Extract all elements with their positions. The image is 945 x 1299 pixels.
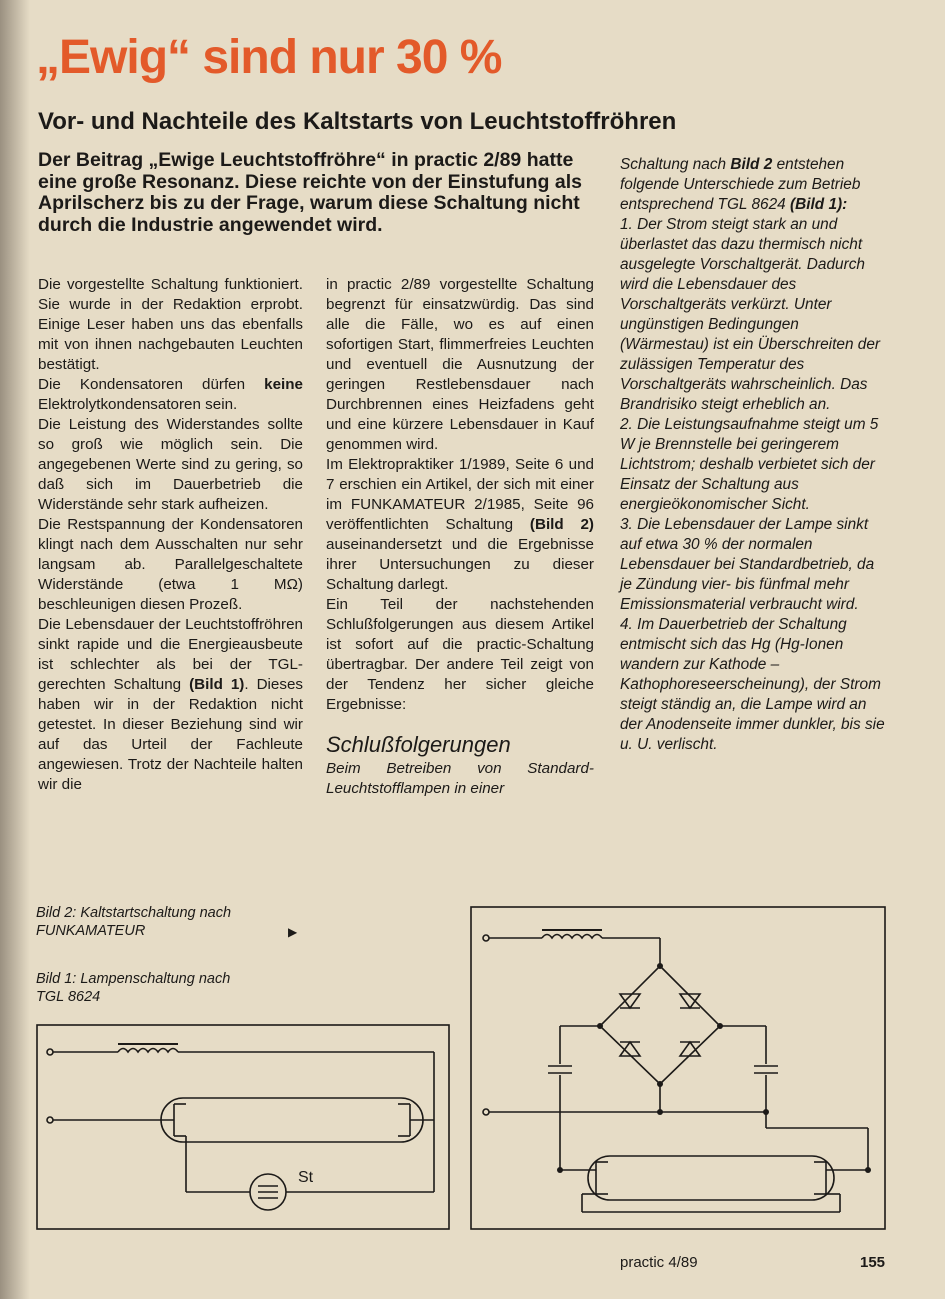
caption-line: Bild 2: Kaltstartschaltung nach — [36, 905, 232, 921]
junction-dot — [657, 1081, 663, 1087]
figure-1-circuit — [36, 1024, 450, 1230]
section-heading: Schlußfolgerungen — [326, 732, 511, 757]
paragraph: Die vorgestellte Schaltung funktioniert. Sie wurde in der Redaktion erprobt. Einige Leser haben uns das ebenfalls mit von ihnen nachgebauten Leuchten bestätigt. — [38, 276, 303, 373]
paragraph — [38, 615, 303, 795]
paragraph: 4. Im Dauerbetrieb der Schaltung entmischt sich das Hg (Hg-Ionen wandern zur Kathode – Kathophoreseerscheinung), der Strom steigt ständig an, die Lampe wird an der Anodenseite immer dunkler, bis sie u. U. verlischt. — [620, 616, 885, 753]
junction-dot — [657, 963, 663, 969]
figure-2-circuit — [470, 906, 886, 1230]
fluorescent-tube — [161, 1098, 423, 1142]
text: Im Elektropraktiker 1/1989, Seite 6 und 7 erschien ein Artikel, der sich mit einer im FUNKAMATEUR 2/1985, Seite 96 veröffentlichten Schaltung — [326, 456, 594, 533]
paragraph: Beim Betreiben von Standard-Leuchtstofflampen in einer — [326, 760, 594, 797]
fluorescent-tube — [588, 1156, 834, 1200]
figure-frame — [471, 907, 885, 1229]
article-subtitle: Vor- und Nachteile des Kaltstarts von Leuchtstoffröhren — [38, 108, 677, 135]
junction-dot — [865, 1167, 871, 1173]
footer-issue: practic 4/89 — [620, 1254, 698, 1271]
junction-dot — [717, 1023, 723, 1029]
text: Die Kondensatoren dürfen — [38, 376, 265, 393]
text: . Dieses haben wir in der Redaktion nicht getestet. In dieser Beziehung sind wir auf das Urteil der Fachleute angewiesen. Trotz der Nachteile halten wir die — [38, 676, 303, 793]
text: auseinandersetzt und die Ergebnisse ihrer Untersuchungen zu dieser Schaltung darlegt. — [326, 536, 594, 593]
paragraph: Die Leistung des Widerstandes sollte so groß wie möglich sein. Die angegebenen Werte sind zu gering, so daß sich im Dauerbetrieb die Widerstände sehr stark aufheizen. — [38, 416, 303, 513]
caption-line: Bild 1: Lampenschaltung nach — [36, 971, 231, 987]
junction-dot — [557, 1167, 563, 1173]
bold-text: (Bild 2) — [529, 516, 594, 533]
inductor-coil — [118, 1049, 178, 1053]
text: entstehen folgende Unterschiede zum Betrieb entsprechend TGL 8624 — [620, 156, 861, 213]
caption-line: TGL 8624 — [36, 989, 101, 1005]
inductor-coil — [542, 935, 602, 939]
paragraph: Die Restspannung der Kondensatoren klingt nach dem Ausschalten nur sehr langsam ab. Parallelgeschaltete Widerstände (etwa 1 MΩ) beschleunigen diesen Prozeß. — [38, 516, 303, 613]
text-column-3 — [620, 155, 888, 755]
page-edge-shadow — [0, 0, 30, 1299]
page-number: 155 — [860, 1254, 886, 1271]
figure-frame — [37, 1025, 449, 1229]
text: Die Lebensdauer der Leuchtstoffröhren sinkt rapide und die Energieausbeute ist schlechter als bei der TGL-gerechten Schaltung — [38, 616, 303, 693]
junction-dot — [763, 1109, 769, 1115]
paragraph: 3. Die Lebensdauer der Lampe sinkt auf etwa 30 % der normalen Lebensdauer bei Standardbetrieb, da je Zündung vier- bis fünfmal mehr Emissionsmaterial verbraucht wird. — [620, 516, 875, 613]
terminal — [483, 1109, 489, 1115]
paragraph: 2. Die Leistungsaufnahme steigt um 5 W je Brennstelle bei geringerem Lichtstrom; deshalb verbietet sich der Einsatz der Schaltung aus energieökonomischer Sicht. — [620, 416, 879, 513]
figure-1-caption — [36, 970, 296, 1006]
junction-dot — [657, 1109, 663, 1115]
article-title: „Ewig“ sind nur 30 % — [36, 31, 502, 84]
figure-2-caption — [36, 904, 296, 940]
bold-text: Bild 2 — [730, 156, 773, 173]
text: Schaltung nach — [620, 156, 731, 173]
paragraph — [620, 155, 888, 215]
bold-text: keine — [264, 376, 303, 393]
bridge-rectifier — [600, 966, 720, 1084]
lead-paragraph: Der Beitrag „Ewige Leuchtstoffröhre“ in practic 2/89 hatte eine große Resonanz. Diese reichte von der Einstufung als Aprilscherz bis zu der Frage, warum diese Schaltung nicht durch die Industrie angewendet wird. — [38, 149, 582, 236]
text: Elektrolytkondensatoren sein. — [38, 396, 238, 413]
bold-text: (Bild 1) — [189, 676, 245, 693]
paragraph: 1. Der Strom steigt stark an und überlastet das dazu thermisch nicht ausgelegte Vorschaltgerät. Dadurch wird die Lebensdauer des Vorschaltgeräts verkürzt. Unter ungünstigen Bedingungen (Wärmestau) ist ein Überschreiten der zulässigen Temperatur des Vorschaltgeräts wahrscheinlich. Das Brandrisiko steigt erheblich an. — [620, 216, 881, 413]
starter-label: St — [298, 1169, 314, 1186]
junction-dot — [597, 1023, 603, 1029]
arrow-right-icon: ▶ — [288, 925, 298, 939]
bold-text: (Bild 1): — [790, 196, 848, 213]
caption-line: FUNKAMATEUR — [36, 923, 146, 939]
terminal — [47, 1117, 53, 1123]
paragraph — [38, 375, 303, 415]
paragraph — [326, 455, 594, 595]
text-column-2 — [326, 275, 594, 799]
text-column-1 — [38, 275, 303, 795]
paragraph: Ein Teil der nachstehenden Schlußfolgerungen aus diesem Artikel ist sofort auf die practic-Schaltung übertragbar. Der andere Teil zeigt von der Tendenz her sicher gleiche Ergebnisse: — [326, 596, 594, 713]
terminal — [483, 935, 489, 941]
paragraph: in practic 2/89 vorgestellte Schaltung begrenzt für einsatzwürdig. Das sind alle die Fälle, wo es auf einen sofortigen Start, flimmerfreies Leuchten und eventuell die Ausnutzung der geringen Restlebensdauer nach Durchbrennen eines Heizfadens geht und eine kürzere Lebensdauer in Kauf genommen wird. — [326, 276, 594, 453]
terminal — [47, 1049, 53, 1055]
